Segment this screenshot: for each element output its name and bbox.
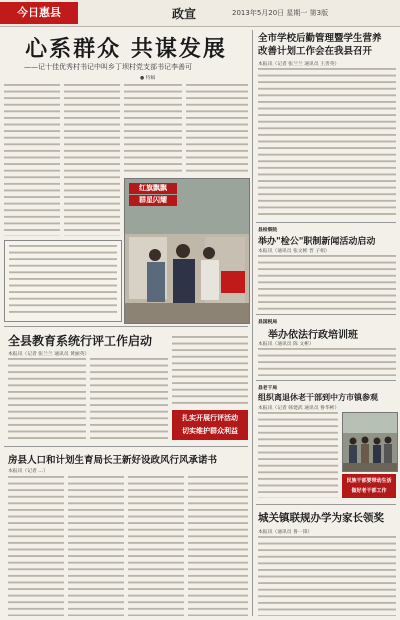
right1-headline [258,32,382,58]
highlight-line-2: 切实维护群众利益 [182,427,238,435]
masthead-logo: 今日惠县 [0,2,78,24]
quote-box [4,240,122,322]
right5-headline-text: 城关镇联规办学为家长 [258,512,363,524]
photo-banner-1: 红旗飘飘 [129,183,177,194]
lead-headline: 心系群众 共谋发展 [25,36,227,62]
divider [256,504,396,505]
right3-byline: 本报讯（通讯员 陈 文彬） [258,342,314,347]
right1-headline-line1: 全市学校后勤管理暨学生营养 [258,33,382,44]
photo-banner-2: 群星闪耀 [129,195,177,206]
divider [4,446,248,447]
right3-headline: 举办依法行政培训班 [268,330,358,341]
right1-byline: 本报讯（记者 张兰兰 通讯员 王善英） [258,62,340,67]
group-photo [343,413,397,471]
right5-byline: 本报讯（通讯员 鲁一锋） [258,530,313,535]
right4-headline: 组织离退休老干部到中方市镇参观 [258,392,378,402]
section-title: 政宣 [172,7,197,21]
story3-column-2 [68,476,124,616]
right5-headline [258,510,384,525]
divider [256,380,396,381]
story3-headline: 房县人口和计划生育局长王新好设政风行风承诺书 [8,455,218,466]
divider [256,314,396,315]
issue-date: 2013年5月20日 星期一 第3版 [232,9,329,17]
ad-line-2: 做好老干部工作 [351,488,387,494]
lead-column-2 [64,84,120,236]
column-divider [252,30,253,616]
right4-kicker: 县老干局 [258,386,278,391]
lead-byline: ● 特稿 [140,76,156,81]
right3-body [258,348,396,376]
story2-column-3 [172,336,248,406]
right2-byline: 本报讯（通讯员 张文彬 晋 子娟） [258,249,330,254]
story3-byline: 本报讯（记者 …） [8,469,48,474]
story2-highlight [172,410,248,440]
lead-column-4 [186,84,248,176]
lead-photo [124,178,250,324]
story2-headline: 全县教育系统行评工作启动 [8,334,153,348]
right2-headline: 举办"检公"职制新闻活动启动 [258,237,376,247]
divider [256,222,396,223]
right5-body [258,536,396,616]
right1-body [258,68,396,218]
right4-photo [342,412,398,472]
ad-line-1: 民族干部要带动生活 [346,478,392,484]
right4-body-1 [258,412,338,498]
quote-text [9,245,117,317]
divider [4,326,248,327]
right4-byline: 本报讯（记者 韩建武 通讯员 鲁华彬） [258,406,340,411]
right4-ad-box [342,474,396,498]
right3-kicker: 县国税局 [258,320,278,325]
story2-column-2 [90,358,168,442]
lead-subtitle: ——记十佳优秀村书记中叫乡丁坝村党支部书记李善可 [24,63,192,71]
right5-headline-end: 领奖 [363,512,384,524]
story2-column-1 [8,358,86,442]
story2-byline: 本报讯（记者 张兰兰 通讯员 黄丽英） [8,352,90,357]
right2-body [258,255,396,311]
right2-kicker: 县检察院 [258,228,278,233]
lead-column-3 [124,84,182,176]
highlight-line-1: 扎实开展行评活动 [182,414,238,422]
story3-column-4 [188,476,248,616]
right1-headline-line2: 改善计划工作会在我县召开 [258,46,373,57]
story3-column-3 [128,476,184,616]
story3-column-1 [8,476,64,616]
lead-column-1 [4,84,60,236]
